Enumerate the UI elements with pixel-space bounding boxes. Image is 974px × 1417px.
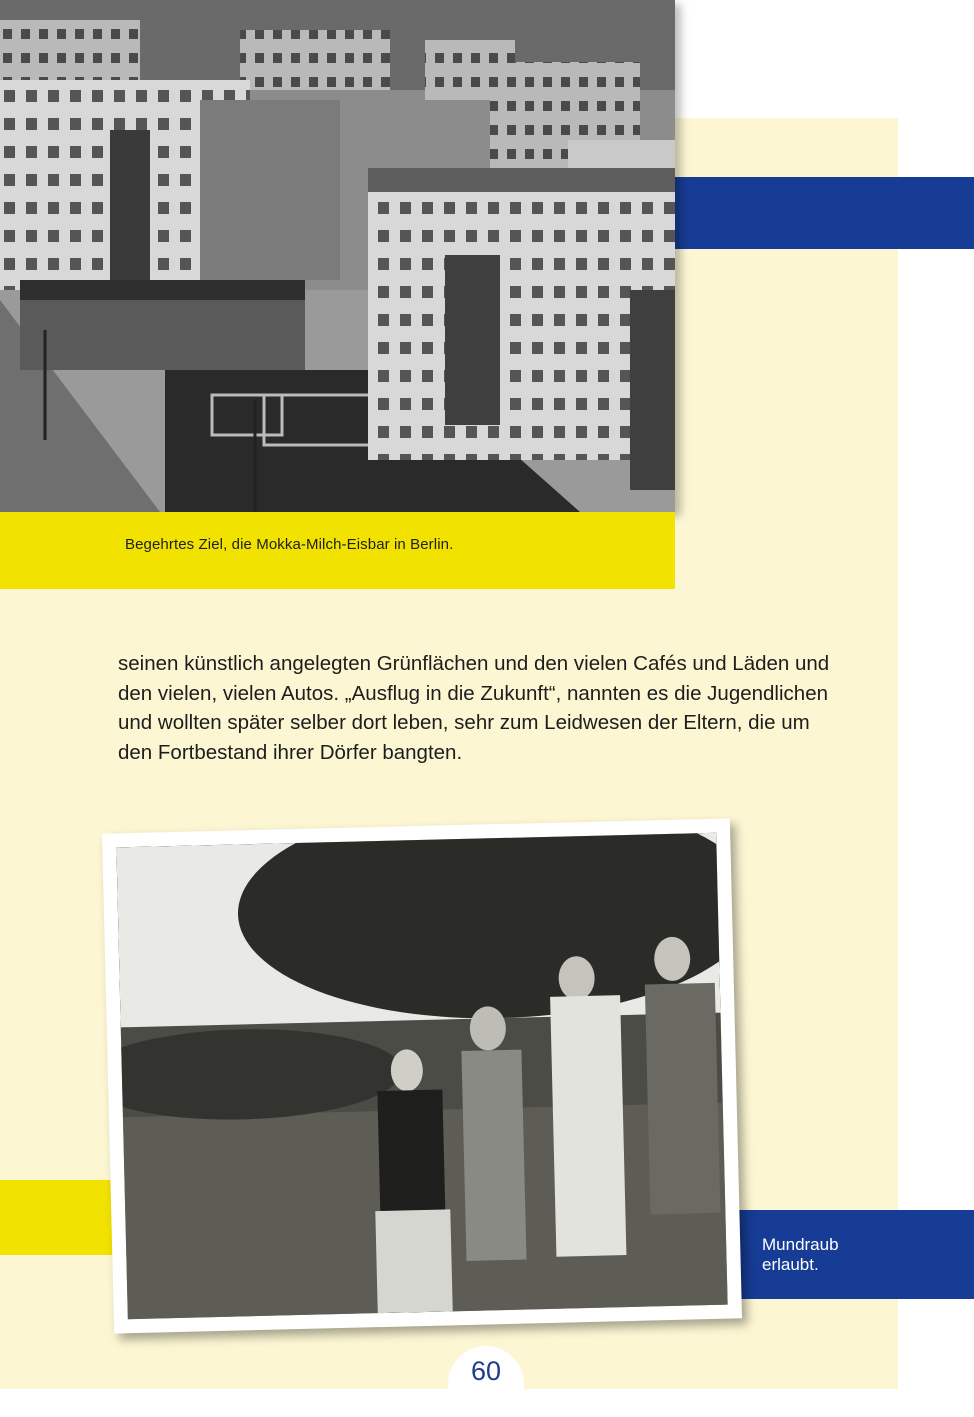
women-under-tree-photo — [116, 833, 727, 1320]
page-number: 60 — [470, 1356, 502, 1386]
caption-bottom-line-2: erlaubt. — [762, 1255, 819, 1274]
body-line-3: und wollten später selber dort leben, sehr zum Leidwesen der Eltern, die um — [118, 711, 810, 734]
body-line-4: den Fortbestand ihrer Dörfer bangten. — [118, 740, 463, 764]
berlin-city-photo — [0, 0, 675, 512]
yellow-accent-bar-left — [0, 1180, 118, 1255]
blue-accent-bar-top — [675, 177, 974, 249]
photo-caption-top: Begehrtes Ziel, die Mokka-Milch-Eisbar in Berlin. — [125, 536, 454, 553]
caption-bottom-line-1: Mundraub — [762, 1235, 839, 1254]
women-under-tree-photo-frame — [102, 818, 742, 1333]
photo-caption-bottom — [762, 1235, 839, 1275]
body-line-1: seinen künstlich angelegten Grünflächen und den vielen Cafés und Läden und — [118, 652, 830, 675]
body-paragraph — [118, 649, 878, 767]
body-line-2: den vielen, vielen Autos. „Ausflug in die Zukunft“, nannten es die Jugendlichen — [118, 681, 828, 705]
